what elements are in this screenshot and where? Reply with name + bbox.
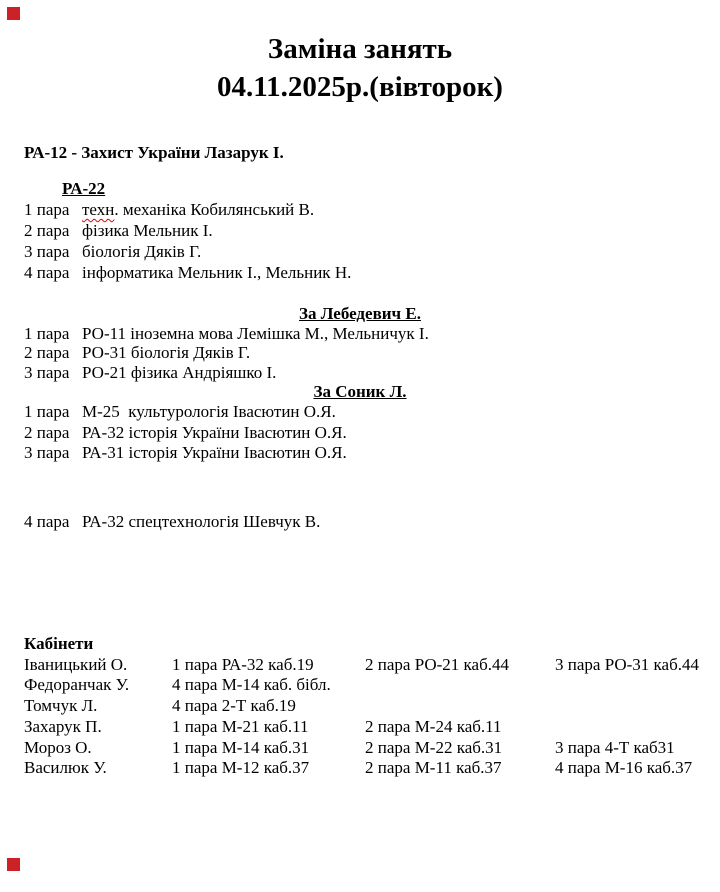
cabinet-cell: [555, 717, 720, 738]
pair-text: фізика Мельник І.: [82, 221, 213, 240]
pair-label: 2 пара: [24, 422, 70, 442]
cabinet-cell: [555, 675, 720, 696]
red-corner-marker-top: [7, 7, 20, 20]
pair-label: 1 пара: [24, 323, 70, 343]
schedule-row: [0, 199, 720, 220]
section-ra22: [0, 178, 720, 283]
cabinet-cell: 1 пара РА-32 каб.19: [172, 654, 314, 674]
section-sonyk: [0, 382, 720, 464]
cabinet-cell: 3 пара 4-Т каб31: [555, 737, 675, 757]
pair-label: 2 пара: [24, 343, 70, 363]
cabinet-cell: 4 пара М-16 каб.37: [555, 758, 693, 778]
pair-text: РА-32 історія України Івасютин О.Я.: [82, 422, 347, 442]
pair-text: РА-32 спецтехнологія Шевчук В.: [82, 512, 321, 531]
pair-text: інформатика Мельник І., Мельник Н.: [82, 263, 352, 282]
cabinet-cell: [365, 696, 555, 717]
pair-label: 3 пара: [24, 242, 70, 261]
schedule-row: [0, 363, 720, 383]
pair-text: РО-11 іноземна мова Лемішка М., Мельничук І.: [82, 323, 429, 343]
cabinet-cell: 4 пара М-14 каб. бібл.: [172, 675, 331, 695]
section-ra22-header: РА-22: [62, 179, 106, 198]
schedule-row: [0, 324, 720, 344]
cabinet-cell: 1 пара М-21 каб.11: [172, 716, 309, 736]
pair-text: РА-31 історія України Івасютин О.Я.: [82, 443, 347, 463]
document-title: [0, 30, 720, 106]
pair-label: 1 пара: [24, 200, 70, 219]
cabinet-cell: [555, 696, 720, 717]
cabinet-cell: 2 пара М-24 каб.11: [365, 716, 502, 736]
schedule-row: [0, 443, 720, 463]
pair-label: 2 пара: [24, 221, 70, 240]
cabinet-cell: 2 пара М-11 каб.37: [365, 758, 502, 778]
pair-label: 1 пара: [24, 402, 70, 422]
table-row: [0, 675, 720, 696]
pair-label: 4 пара: [24, 263, 70, 282]
table-row: [0, 717, 720, 738]
teacher-name: Томчук Л.: [24, 696, 98, 716]
title-line-1: Заміна занять: [267, 33, 453, 65]
pair-text: [82, 200, 314, 219]
pair-label: 4 пара: [24, 512, 70, 531]
cabinets-header: Кабінети: [24, 634, 94, 653]
pair-label: 3 пара: [24, 443, 70, 463]
section-ra22-header-row: [0, 178, 720, 199]
section-sonyk-header: За Соник Л.: [313, 382, 407, 401]
cabinet-cell: 4 пара 2-Т каб.19: [172, 696, 296, 716]
schedule-row: [0, 423, 720, 443]
teacher-name: Василюк У.: [24, 758, 107, 778]
schedule-row: [0, 241, 720, 262]
red-corner-marker-bottom: [7, 858, 20, 871]
table-row: [0, 655, 720, 676]
pair-text: М-25 культурологія Івасютин О.Я.: [82, 402, 336, 422]
misspelled-word: техн: [82, 200, 115, 219]
table-row: [0, 696, 720, 717]
teacher-name: Федоранчак У.: [24, 675, 130, 695]
pair-text: біологія Дяків Г.: [82, 242, 202, 261]
pair-text: РО-21 фізика Андріяшко І.: [82, 363, 277, 383]
section-lebedevych-header: За Лебедевич Е.: [299, 304, 421, 323]
pair-text-rest: . механіка Кобилянський В.: [114, 200, 315, 219]
pair-text: РО-31 біологія Дяків Г.: [82, 343, 251, 363]
intro-line-ra12: РА-12 - Захист України Лазарук І.: [24, 143, 284, 162]
section-lebedevych: [0, 304, 720, 383]
cabinet-cell: 3 пара РО-31 каб.44: [555, 654, 699, 674]
schedule-row: [0, 512, 720, 532]
teacher-name: Мороз О.: [24, 737, 92, 757]
cabinet-cell: 2 пара М-22 каб.31: [365, 737, 503, 757]
schedule-row: [0, 343, 720, 363]
schedule-row: [0, 402, 720, 422]
section-cabinets: [0, 634, 720, 779]
table-row: [0, 738, 720, 759]
schedule-row: [0, 262, 720, 283]
cabinet-cell: [365, 675, 555, 696]
schedule-row: [0, 220, 720, 241]
table-row: [0, 758, 720, 779]
title-line-2: 04.11.2025р.(вівторок): [217, 71, 503, 103]
teacher-name: Іваницький О.: [24, 654, 128, 674]
extra-schedule-row: [0, 512, 720, 532]
cabinet-cell: 2 пара РО-21 каб.44: [365, 654, 509, 674]
pair-label: 3 пара: [24, 363, 70, 383]
cabinet-cell: 1 пара М-12 каб.37: [172, 758, 310, 778]
teacher-name: Захарук П.: [24, 716, 102, 736]
cabinet-cell: 1 пара М-14 каб.31: [172, 737, 310, 757]
